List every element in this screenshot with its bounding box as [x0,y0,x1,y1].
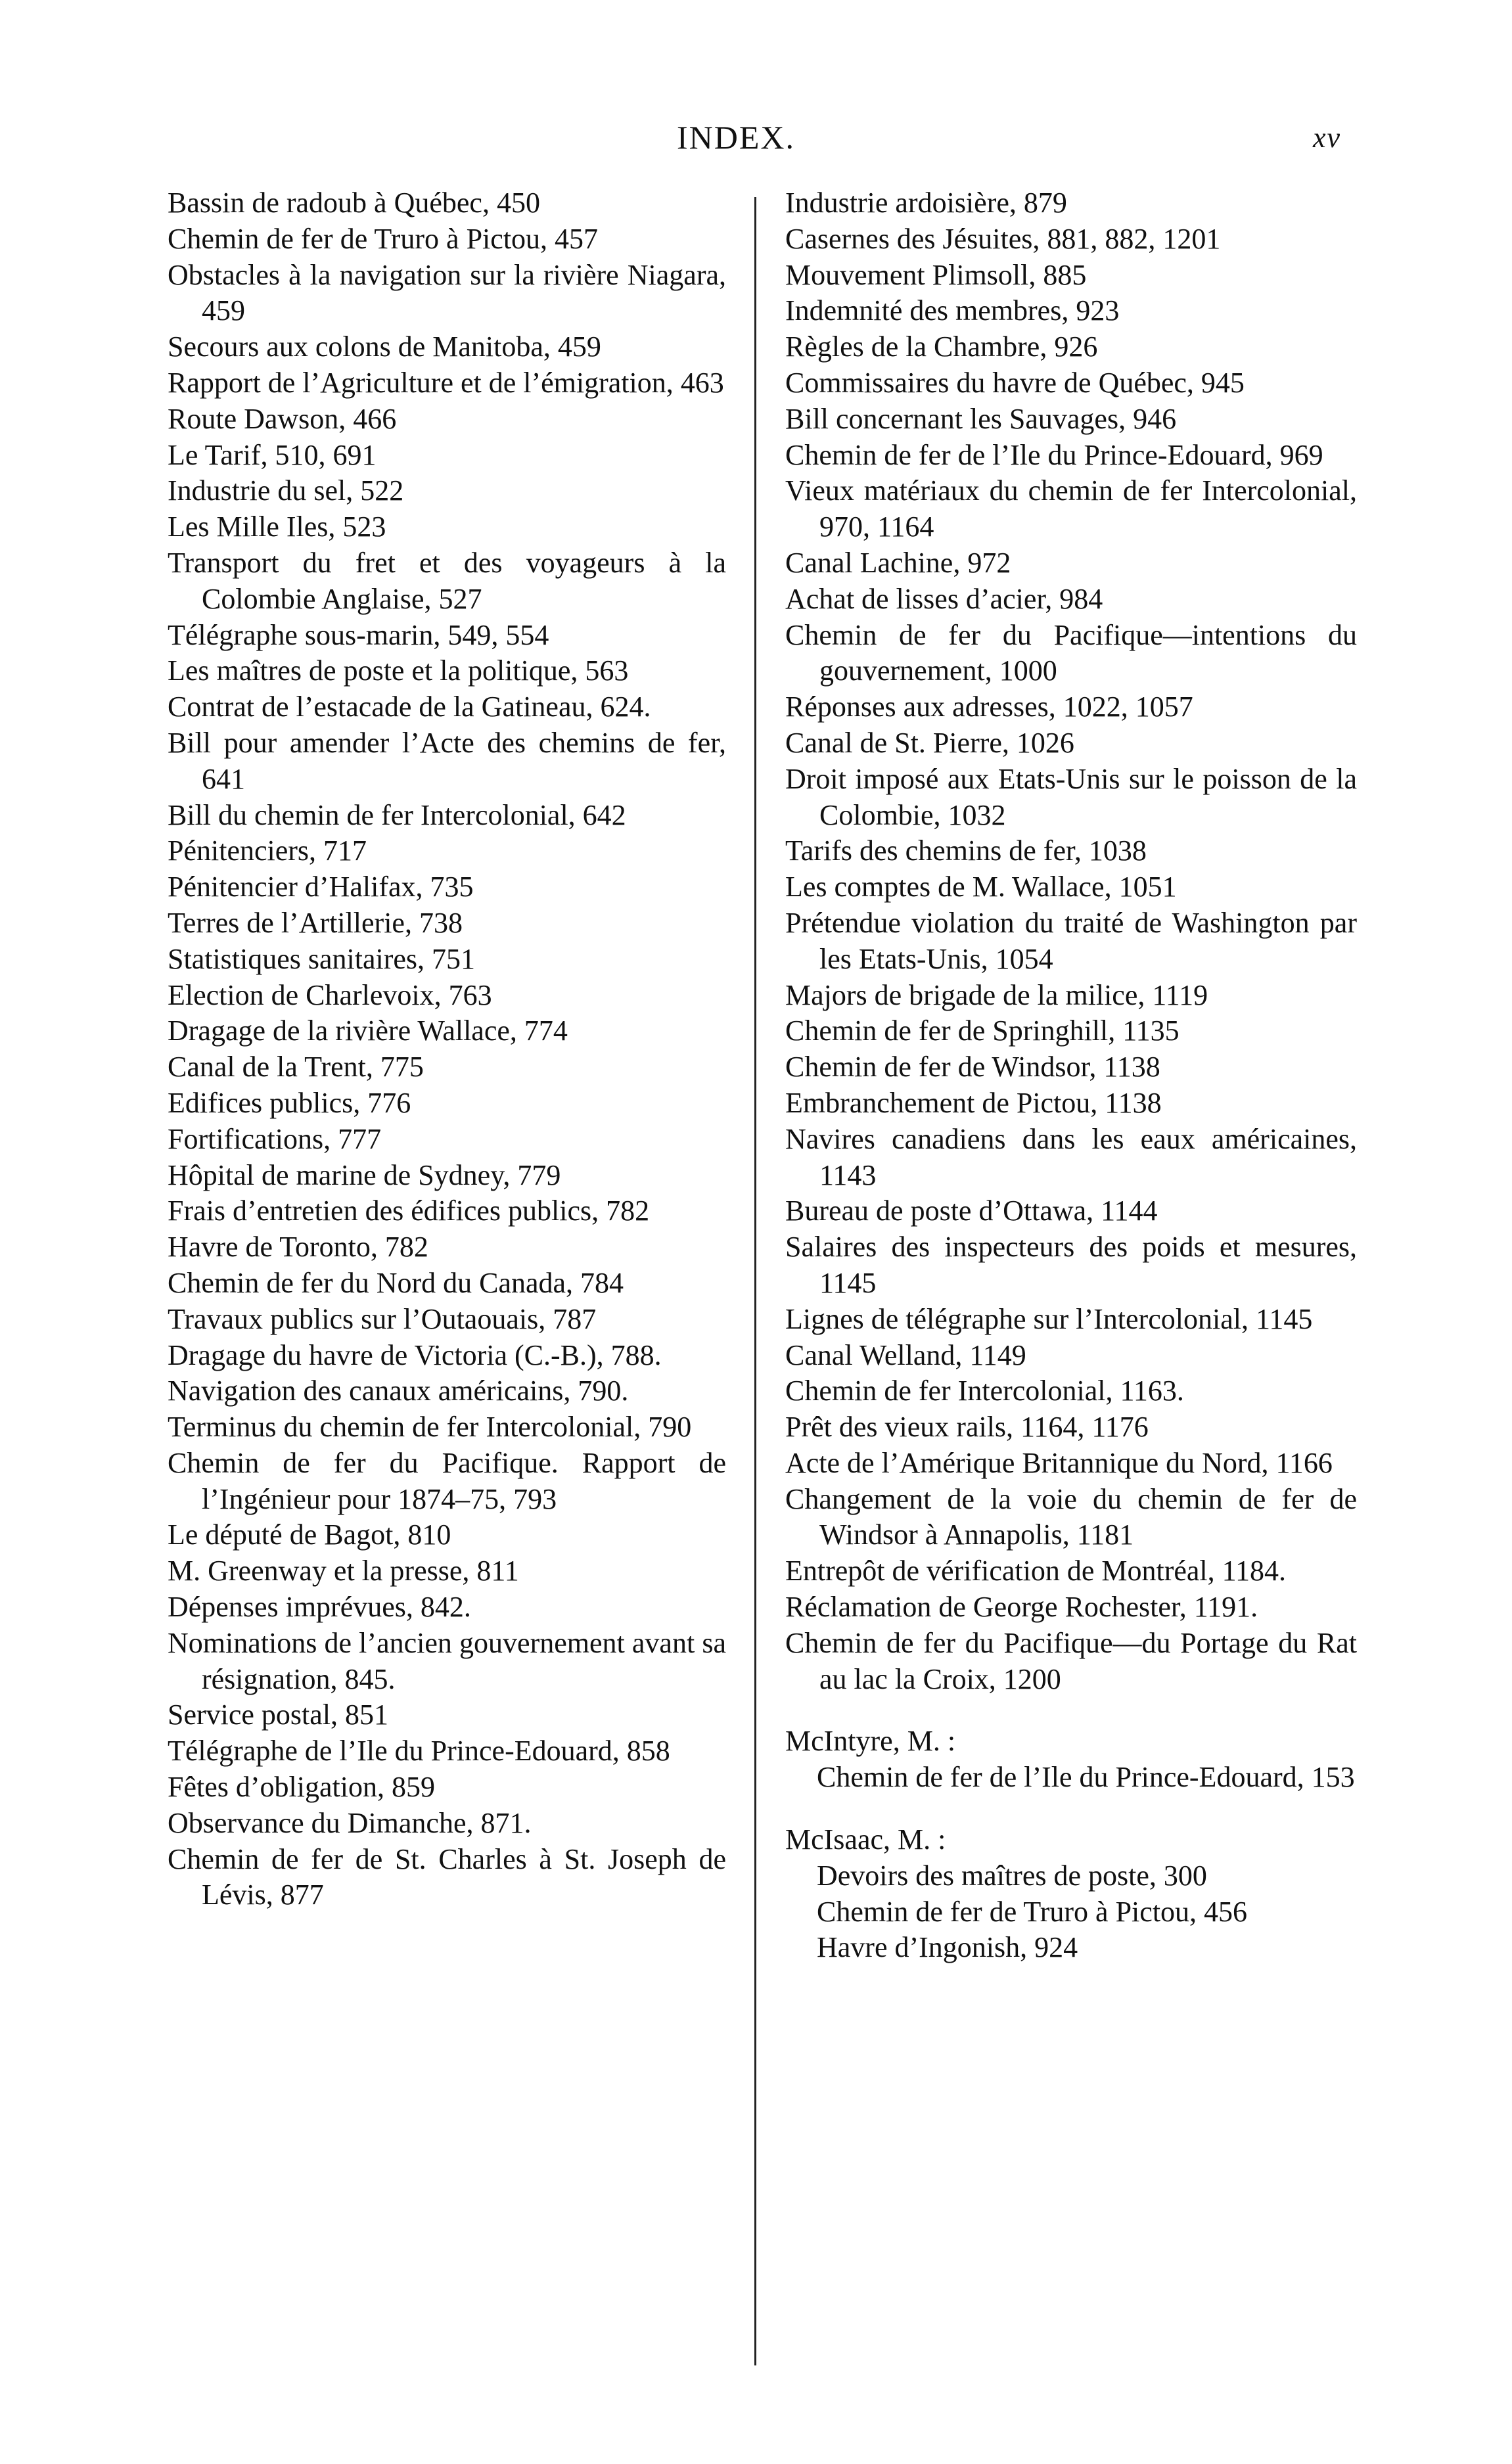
index-entry: Entrepôt de vérification de Montréal, 1184. [785,1555,1287,1587]
index-entry: Fêtes d’obligation, 859 [168,1771,435,1804]
index-entry: Transport du fret et des voyageurs à la Colombie Anglaise, 527 [168,546,726,615]
index-entry: Canal Lachine, 972 [785,546,1011,579]
index-entry: Chemin de fer de Windsor, 1138 [785,1051,1160,1084]
index-entry: Route Dawson, 466 [168,402,397,435]
index-entry: Lignes de télégraphe sur l’Intercolonial, 1145 [785,1302,1313,1335]
index-entry: Les comptes de M. Wallace, 1051 [785,871,1177,903]
index-entry: M. Greenway et la presse, 811 [168,1555,519,1587]
index-entry: Embranchement de Pictou, 1138 [785,1086,1162,1119]
index-entry: Chemin de fer de l’Ile du Prince-Edouard, 153 [817,1761,1355,1794]
index-entry: Indemnité des membres, 923 [785,294,1120,327]
index-entry: Canal Welland, 1149 [785,1338,1026,1371]
index-entry: Terminus du chemin de fer Intercolonial, 790 [168,1411,692,1444]
index-entry: Nominations de l’ancien gouvernement avant sa résignation, 845. [168,1626,726,1695]
index-entry: Réclamation de George Rochester, 1191. [785,1591,1258,1624]
index-entry: Election de Charlevoix, 763 [168,978,492,1011]
index-entry: Prêt des vieux rails, 1164, 1176 [785,1411,1149,1444]
index-entry: Changement de la voie du chemin de fer de Windsor à Annapolis, 1181 [785,1482,1357,1551]
index-entry: Pénitenciers, 717 [168,834,367,867]
index-entry: Contrat de l’estacade de la Gatineau, 624. [168,691,651,723]
index-entry: Les maîtres de poste et la politique, 563 [168,654,629,687]
index-entry: Travaux publics sur l’Outaouais, 787 [168,1302,597,1335]
index-entry: Télégraphe sous-marin, 549, 554 [168,618,549,651]
index-entry: Service postal, 851 [168,1699,389,1731]
index-entry: Chemin de fer Intercolonial, 1163. [785,1375,1184,1407]
member-heading: McIntyre, M. : [785,1725,956,1758]
page-number: xv [1312,122,1341,154]
index-entry: Havre de Toronto, 782 [168,1231,428,1264]
left-column [168,185,726,1913]
right-column [785,185,1357,1966]
index-entry: Secours aux colons de Manitoba, 459 [168,331,601,363]
index-entry: Chemin de fer de Truro à Pictou, 457 [168,222,599,255]
member-heading: McIsaac, M. : [785,1823,946,1856]
index-entry: Le Tarif, 510, 691 [168,438,377,471]
index-entry: Réponses aux adresses, 1022, 1057 [785,691,1193,723]
column-divider [754,197,756,2365]
index-entry: Vieux matériaux du chemin de fer Intercolonial, 970, 1164 [785,474,1357,543]
index-entry: Chemin de fer du Nord du Canada, 784 [168,1266,624,1299]
index-entry: Chemin de fer de Truro à Pictou, 456 [817,1895,1248,1928]
index-entry: Statistiques sanitaires, 751 [168,942,476,975]
index-entry: Havre d’Ingonish, 924 [817,1931,1078,1964]
index-entry: Observance du Dimanche, 871. [168,1806,532,1839]
index-entry: Rapport de l’Agriculture et de l’émigration, 463 [168,366,724,399]
index-entry: Règles de la Chambre, 926 [785,331,1098,363]
index-entry: Pénitencier d’Halifax, 735 [168,871,474,903]
index-entry: Industrie ardoisière, 879 [785,187,1067,219]
index-entry: Droit imposé aux Etats-Unis sur le poisson de la Colombie, 1032 [785,762,1357,831]
index-entry: Chemin de fer du Pacifique—intentions du gouvernement, 1000 [785,618,1357,687]
index-entry: Chemin de fer de St. Charles à St. Joseph de Lévis, 877 [168,1842,726,1911]
index-entry: Industrie du sel, 522 [168,474,404,507]
index-entry: Terres de l’Artillerie, 738 [168,906,463,939]
index-entry: Edifices publics, 776 [168,1086,411,1119]
index-entry: Bill pour amender l’Acte des chemins de fer, 641 [168,726,726,795]
index-entry: Acte de l’Amérique Britannique du Nord, 1166 [785,1446,1333,1479]
index-entry: Fortifications, 777 [168,1122,382,1155]
index-entry: Bill du chemin de fer Intercolonial, 642 [168,798,626,831]
index-entry: Obstacles à la navigation sur la rivière Niagara, 459 [168,258,726,327]
index-entry: Commissaires du havre de Québec, 945 [785,366,1245,399]
index-entry: Frais d’entretien des édifices publics, 782 [168,1195,650,1227]
index-entry: Télégraphe de l’Ile du Prince-Edouard, 858 [168,1735,670,1768]
index-entry: Prétendue violation du traité de Washington par les Etats-Unis, 1054 [785,906,1357,975]
index-entry: Dépenses imprévues, 842. [168,1591,471,1624]
index-entry: Navires canadiens dans les eaux américaines, 1143 [785,1122,1357,1191]
index-entry: Dragage du havre de Victoria (C.-B.), 788. [168,1338,662,1371]
index-entry: Canal de la Trent, 775 [168,1051,424,1084]
index-entry: Bill concernant les Sauvages, 946 [785,402,1177,435]
index-entry: Achat de lisses d’acier, 984 [785,582,1103,615]
index-entry: Chemin de fer du Pacifique. Rapport de l’Ingénieur pour 1874–75, 793 [168,1446,726,1515]
index-entry: Chemin de fer de l’Ile du Prince-Edouard, 969 [785,438,1323,471]
index-entry: Chemin de fer du Pacifique—du Portage du Rat au lac la Croix, 1200 [785,1626,1357,1695]
index-entry: Canal de St. Pierre, 1026 [785,726,1074,759]
index-entry: Le député de Bagot, 810 [168,1518,451,1551]
index-entry: Mouvement Plimsoll, 885 [785,258,1087,291]
index-entry: Bassin de radoub à Québec, 450 [168,187,540,219]
index-entry: Devoirs des maîtres de poste, 300 [817,1859,1207,1892]
index-entry: Casernes des Jésuites, 881, 882, 1201 [785,222,1221,255]
index-entry: Tarifs des chemins de fer, 1038 [785,834,1147,867]
index-entry: Bureau de poste d’Ottawa, 1144 [785,1195,1158,1227]
index-entry: Majors de brigade de la milice, 1119 [785,978,1208,1011]
index-entry: Dragage de la rivière Wallace, 774 [168,1015,568,1047]
index-entry: Salaires des inspecteurs des poids et mesures, 1145 [785,1231,1357,1299]
page-title: INDEX. [676,119,796,156]
index-entry: Hôpital de marine de Sydney, 779 [168,1158,561,1191]
index-entry: Chemin de fer de Springhill, 1135 [785,1015,1180,1047]
index-entry: Les Mille Iles, 523 [168,511,386,543]
index-entry: Navigation des canaux américains, 790. [168,1375,629,1407]
